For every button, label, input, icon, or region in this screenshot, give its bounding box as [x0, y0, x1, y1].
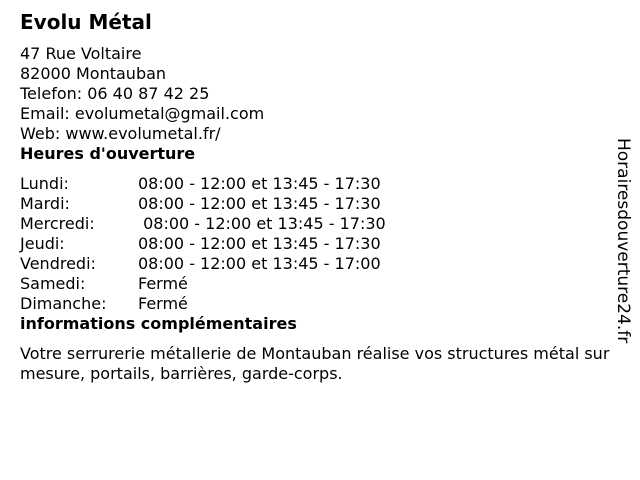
day-label: Dimanche: — [20, 294, 107, 313]
day-hours: Fermé — [138, 274, 188, 293]
day-hours: 08:00 - 12:00 et 13:45 - 17:30 — [138, 214, 386, 233]
hours-table — [20, 174, 620, 314]
hours-row-monday — [20, 174, 620, 194]
email-address[interactable]: Email: evolumetal@gmail.com — [20, 104, 265, 123]
day-hours: Fermé — [138, 294, 188, 313]
business-card — [20, 10, 620, 384]
hours-heading: Heures d'ouverture — [20, 144, 196, 163]
day-label: Mercredi: — [20, 214, 95, 233]
day-label: Jeudi: — [20, 234, 65, 253]
hours-row-friday — [20, 254, 620, 274]
day-hours: 08:00 - 12:00 et 13:45 - 17:30 — [138, 174, 381, 193]
day-label: Samedi: — [20, 274, 86, 293]
day-hours: 08:00 - 12:00 et 13:45 - 17:30 — [138, 234, 381, 253]
business-name: Evolu Métal — [20, 10, 152, 34]
contact-block — [20, 44, 620, 144]
day-label: Mardi: — [20, 194, 70, 213]
watermark-text: Horairesdouverture24.fr — [613, 138, 633, 344]
hours-row-wednesday — [20, 214, 620, 234]
hours-row-thursday — [20, 234, 620, 254]
phone-number[interactable]: Telefon: 06 40 87 42 25 — [20, 84, 210, 103]
day-hours: 08:00 - 12:00 et 13:45 - 17:30 — [138, 194, 381, 213]
hours-row-saturday — [20, 274, 620, 294]
hours-row-tuesday — [20, 194, 620, 214]
street-address: 47 Rue Voltaire — [20, 44, 142, 63]
website-link[interactable]: Web: www.evolumetal.fr/ — [20, 124, 221, 143]
site-watermark — [612, 136, 634, 346]
city-address: 82000 Montauban — [20, 64, 167, 83]
info-description: Votre serrurerie métallerie de Montauban réalise vos structures métal sur mesure, portails, barrières, garde-corps. — [20, 344, 610, 383]
day-label: Lundi: — [20, 174, 69, 193]
day-hours: 08:00 - 12:00 et 13:45 - 17:00 — [138, 254, 381, 273]
day-label: Vendredi: — [20, 254, 96, 273]
info-heading: informations complémentaires — [20, 314, 297, 333]
hours-row-sunday — [20, 294, 620, 314]
